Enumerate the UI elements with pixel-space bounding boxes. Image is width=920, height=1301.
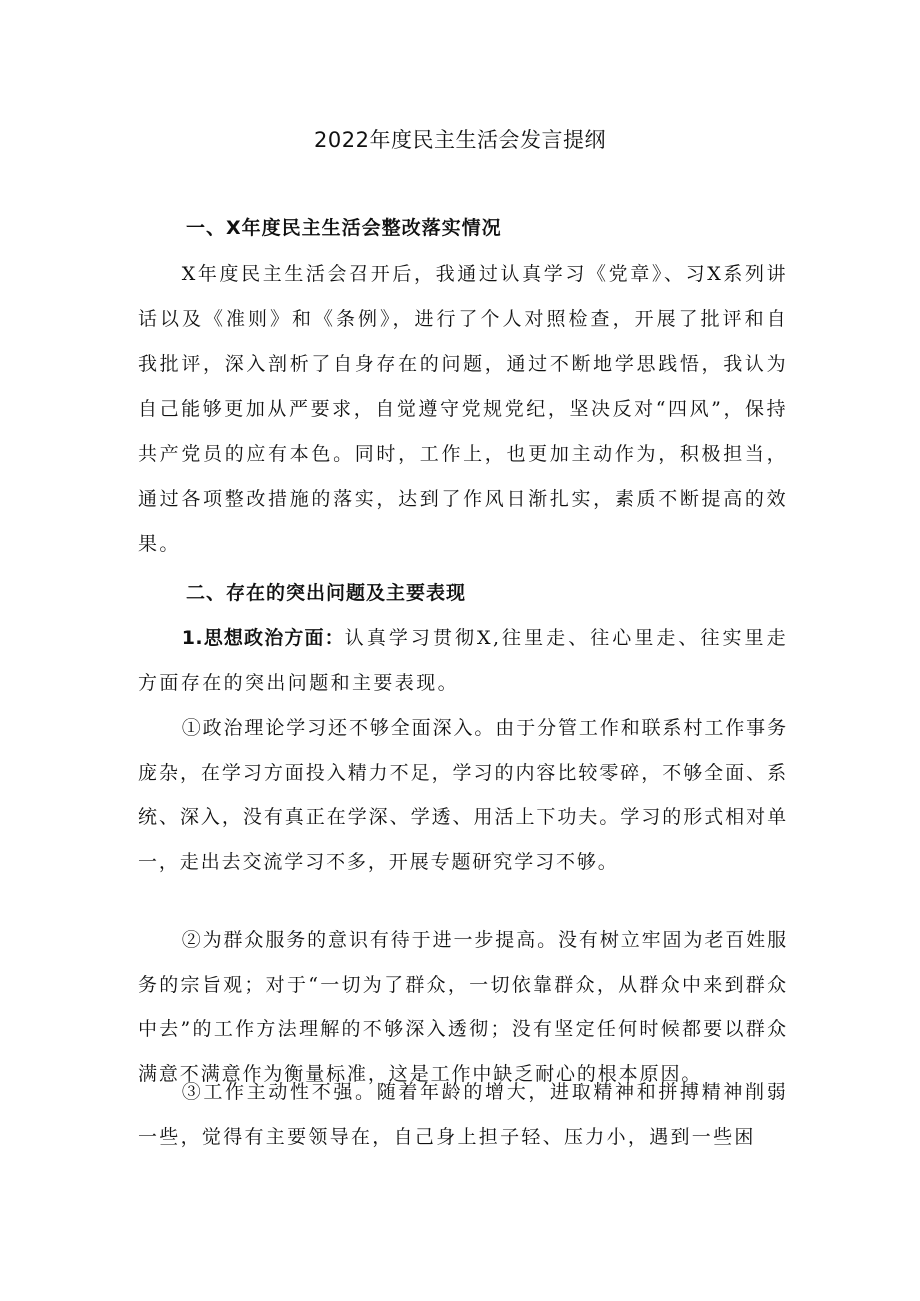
item-1-text: 认真学习贯彻X,往里走、往心里走、往实里走方面存在的突出问题和主要表现。 <box>138 627 788 694</box>
section-1-paragraph: X年度民主生活会召开后，我通过认真学习《党章》、习X系列讲话以及《准则》和《条例》，进行了个人对照检查，开展了批评和自我批评，深入剖析了自身存在的问题，通过不断地学思践悟，我认为自己能够更加从严要求，自觉遵守党规党纪，坚决反对“四风”，保持共产党员的应有本色。同时，工作上，也更加主动作为，积极担当，通过各项整改措施的落实，达到了作风日渐扎实，素质不断提高的效果。 <box>138 263 788 555</box>
point-3-paragraph: ③工作主动性不强。随着年龄的增大，进取精神和拼搏精神削弱一些，觉得有主要领导在，自己身上担子轻、压力小，遇到一些困 <box>138 1081 788 1148</box>
section-heading-1: 一、X年度民主生活会整改落实情况 <box>186 217 502 239</box>
item-1-lead: 1.思想政治方面： <box>181 627 345 649</box>
section-heading-2: 二、存在的突出问题及主要表现 <box>186 582 467 604</box>
point-1-paragraph: ①政治理论学习还不够全面深入。由于分管工作和联系村工作事务庞杂，在学习方面投入精力不足，学习的内容比较零碎，不够全面、系统、深入，没有真正在学深、学透、用活上下功夫。学习的形式相对单一，走出去交流学习不多，开展专题研究学习不够。 <box>138 717 788 873</box>
item-1-paragraph <box>138 616 788 706</box>
point-2-paragraph: ②为群众服务的意识有待于进一步提高。没有树立牢固为老百姓服务的宗旨观；对于“一切为了群众，一切依靠群众，从群众中来到群众中去”的工作方法理解的不够深入透彻；没有坚定任何时候都要以群众满意不满意作为衡量标准，这是工作中缺乏耐心的根本原因。 <box>138 929 788 1085</box>
document-title: 2022年度民主生活会发言提纲 <box>314 128 606 152</box>
